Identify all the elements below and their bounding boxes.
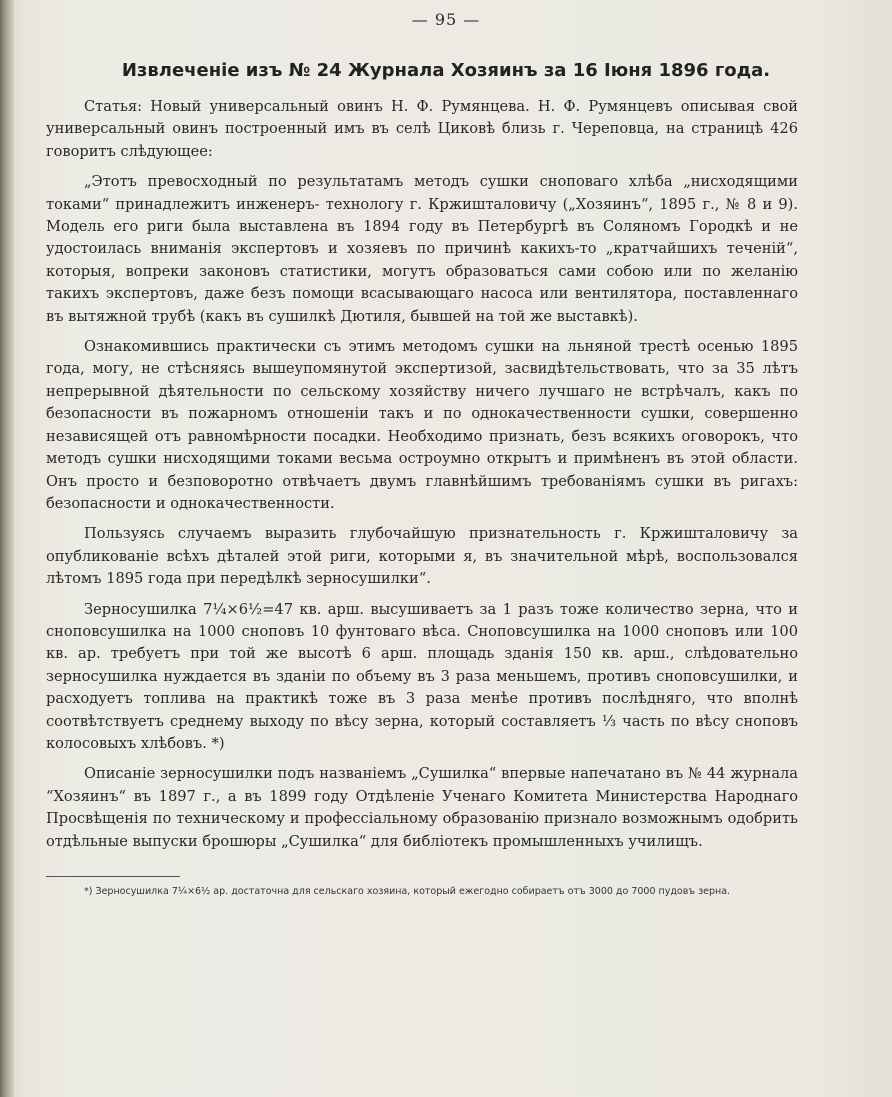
paragraph-1: Статья: Новый универсальный овинъ Н. Ф. Румянцева. Н. Ф. Румянцевъ описывая свой универсальный овинъ построенный имъ въ селѣ Циковѣ близь г. Череповца, на страницѣ 426 говоритъ слѣдующее: [46,98,798,160]
page-binding-shadow [0,0,14,1097]
paragraph-5: Зерносушилка 7¼×6½=47 кв. арш. высушиваетъ за 1 разъ тоже количество зерна, что и сноповсушилка на 1000 сноповъ 10 фунтоваго вѣса. Сноповсушилка на 1000 сноповъ или 100 кв. ар. требуетъ при той же высотѣ 6 арш. площадь зданія 150 кв. арш., слѣдовательно зерносушилка нуждается въ зданіи по объему въ 3 раза меньшемъ, противъ сноповсушилки, и расходуетъ топлива на практикѣ тоже въ 3 раза менѣе противъ послѣдняго, что вполнѣ соотвѣтствуетъ среднему выходу по вѣсу зерна, который составляетъ ⅓ часть по вѣсу сноповъ колосовыхъ хлѣбовъ. *) [46,600,798,752]
footnote-divider [46,876,180,877]
page-number: — 95 — [411,10,481,29]
paragraph-2: „Этотъ превосходный по результатамъ методъ сушки сноповаго хлѣба „нисходящими токами“ принадлежитъ инженеръ- технологу г. Кржишталовичу („Хозяинъ“, 1895 г., № 8 и 9). Модель его риги была выставлена въ 1894 году въ Петербургѣ въ Соляномъ Городкѣ и не удостоилась вниманія экспертовъ и хозяевъ по причинѣ какихъ-то „кратчайшихъ теченій“, которыя, вопреки законовъ статистики, могутъ образоваться сами собою или по желанію такихъ экспертовъ, даже безъ помощи всасывающаго насоса или вентилятора, поставленнаго въ вытяжной трубѣ (какъ въ сушилкѣ Дютиля, бывшей на той же выставкѣ). [46,173,798,325]
footnote: *) Зерносушилка 7¼×6½ ар. достаточна для сельскаго хозяина, который ежегодно собираетъ отъ 3000 до 7000 пудовъ зерна. [84,886,731,897]
paragraph-3: Ознакомившись практически съ этимъ методомъ сушки на льняной трестѣ осенью 1895 года, могу, не стѣсняясь вышеупомянутой экспертизой, засвидѣтельствовать, что за 35 лѣтъ непрерывной дѣятельности по сельскому хозяйству ничего лучшаго не встрѣчалъ, какъ по безопасности въ пожарномъ отношеніи такъ и по однокачественности сушки, совершенно независящей отъ равномѣрности посадки. Необходимо признать, безъ всякихъ оговорокъ, что методъ сушки нисходящими токами весьма остроумно открытъ и примѣненъ въ этой области. Онъ просто и безповоротно отвѣчаетъ двумъ главнѣйшимъ требованіямъ сушки въ ригахъ: безопасности и однокачественности. [46,338,798,512]
paragraph-4: Пользуясь случаемъ выразить глубочайшую признательность г. Кржишталовичу за опубликованіе всѣхъ дѣталей этой риги, которыми я, въ значительной мѣрѣ, воспользовался лѣтомъ 1895 года при передѣлкѣ зерносушилки“. [46,525,798,588]
paragraph-6: Описаніе зерносушилки подъ названіемъ „Сушилка“ впервые напечатано въ № 44 журнала “Хозяинъ“ въ 1897 г., а въ 1899 году Отдѣленіе Ученаго Комитета Министерства Народнаго Просвѣщенія по техническому и профессіальному образованію признало возможнымъ одобрить отдѣльные выпуски брошюры „Сушилка“ для библіотекъ промышленныхъ училищъ. [46,765,798,850]
article-title: Извлеченіе изъ № 24 Журнала Хозяинъ за 16 Іюня 1896 года. [121,60,771,81]
article-body [46,96,798,861]
